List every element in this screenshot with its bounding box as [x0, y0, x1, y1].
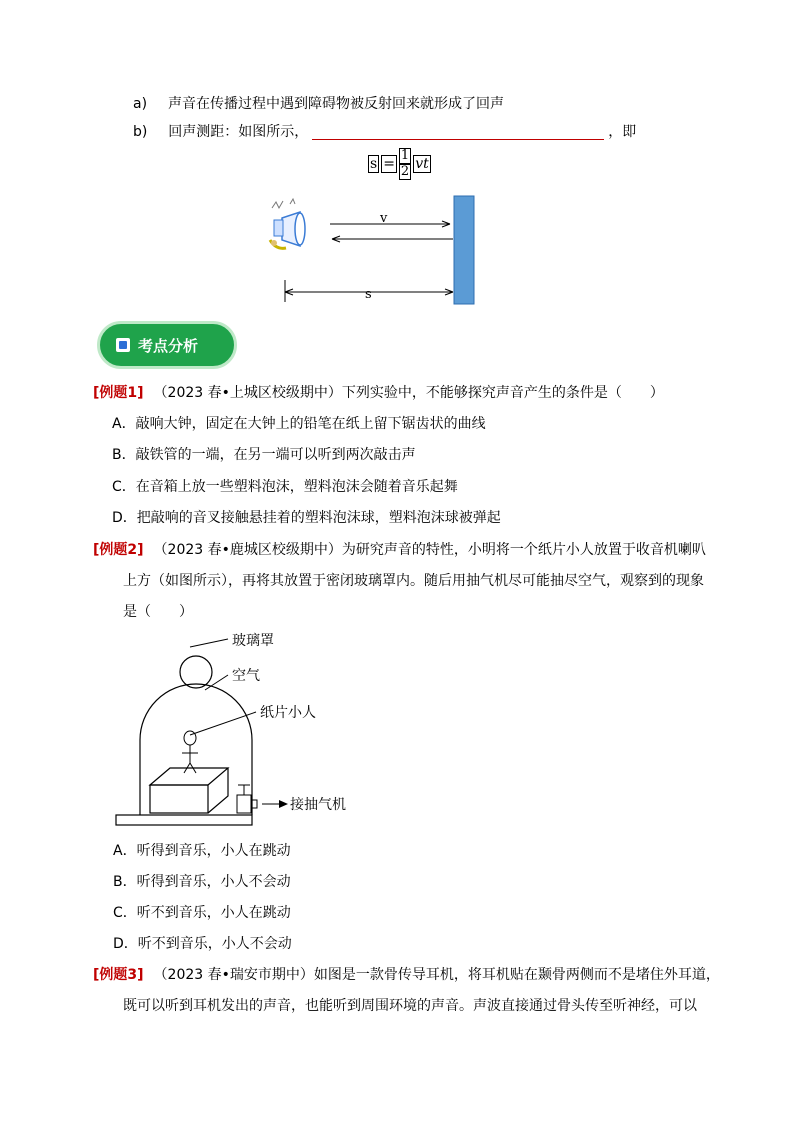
item-b-text: 回声测距：如图所示，	[168, 124, 309, 140]
label-air: 空气	[232, 668, 260, 684]
section-badge-label: 考点分析	[138, 336, 199, 355]
example-3-question-line1	[93, 965, 720, 985]
glass-jar	[140, 684, 252, 815]
formula-vt: vt	[415, 156, 429, 172]
formula-denominator: 2	[400, 164, 410, 179]
example-3-text-2: 既可以听到耳机发出的声音，也能听到周围环境的声音。声波直接通过骨头传至听神经，可以	[123, 998, 697, 1014]
example-2-text-3: 是（ ）	[123, 604, 193, 620]
label-glass-cover: 玻璃罩	[232, 633, 274, 649]
wall	[454, 196, 474, 304]
item-a-text: 声音在传播过程中遇到障碍物被反射回来就形成了回声	[167, 96, 504, 112]
example-2-option-c[interactable]: C．听不到音乐，小人在跳动	[113, 905, 291, 921]
answer-blank[interactable]	[312, 125, 604, 140]
item-a-marker: a)	[133, 96, 148, 112]
example-1-option-a[interactable]: A．敲响大钟，固定在大钟上的铅笔在纸上留下锯齿状的曲线	[112, 416, 486, 432]
example-1-option-b[interactable]: B．敲铁管的一端，在另一端可以听到两次敲击声	[112, 447, 416, 463]
example-1-question	[93, 383, 664, 403]
jar-base	[116, 815, 252, 825]
speaker-icon	[270, 199, 305, 248]
book-icon	[116, 338, 130, 352]
formula-s: s	[370, 156, 378, 172]
formula-fraction	[399, 148, 411, 180]
example-2-text-1: （2023 春•鹿城区校级期中）为研究声音的特性，小明将一个纸片小人放置于收音机喇叭	[153, 542, 706, 558]
example-2-option-d[interactable]: D．听不到音乐，小人不会动	[113, 936, 292, 952]
distance-label: s	[365, 287, 372, 302]
example-2-option-a[interactable]: A．听得到音乐，小人在跳动	[113, 843, 291, 859]
velocity-label: v	[380, 211, 388, 226]
example-2-tag: [例题2]	[93, 542, 144, 558]
item-a	[133, 94, 504, 114]
label-pump: 接抽气机	[290, 797, 346, 813]
section-badge	[97, 321, 237, 369]
item-b-marker: b)	[133, 124, 148, 140]
example-1-option-c[interactable]: C．在音箱上放一些塑料泡沫，塑料泡沫会随着音乐起舞	[112, 479, 458, 495]
formula-numerator: 1	[400, 148, 410, 163]
example-1-text: （2023 春•上城区校级期中）下列实验中，不能够探究声音产生的条件是（ ）	[153, 385, 664, 401]
example-2-option-b[interactable]: B．听得到音乐，小人不会动	[113, 874, 291, 890]
jar-knob	[180, 656, 212, 688]
example-1-tag: [例题1]	[93, 385, 144, 401]
radio-box	[150, 785, 208, 813]
formula-equals: =	[383, 156, 395, 172]
example-1-option-d[interactable]: D．把敲响的音叉接触悬挂着的塑料泡沫球，塑料泡沫球被弹起	[112, 510, 501, 526]
item-b	[133, 122, 636, 142]
item-b-suffix: ，即	[608, 124, 637, 140]
example-3-tag: [例题3]	[93, 967, 144, 983]
example-3-text-1: （2023 春•瑞安市期中）如图是一款骨传导耳机，将耳机贴在颞骨两侧而不是堵住外耳道，	[153, 967, 720, 983]
example-2-question-line1	[93, 540, 706, 560]
label-paper-figure: 纸片小人	[260, 705, 316, 721]
echo-formula	[368, 148, 431, 180]
bell-jar-diagram	[110, 625, 370, 830]
echo-diagram	[260, 190, 490, 310]
example-2-text-2: 上方（如图所示），再将其放置于密闭玻璃罩内。随后用抽气机尽可能抽尽空气，观察到的现象	[123, 573, 704, 589]
